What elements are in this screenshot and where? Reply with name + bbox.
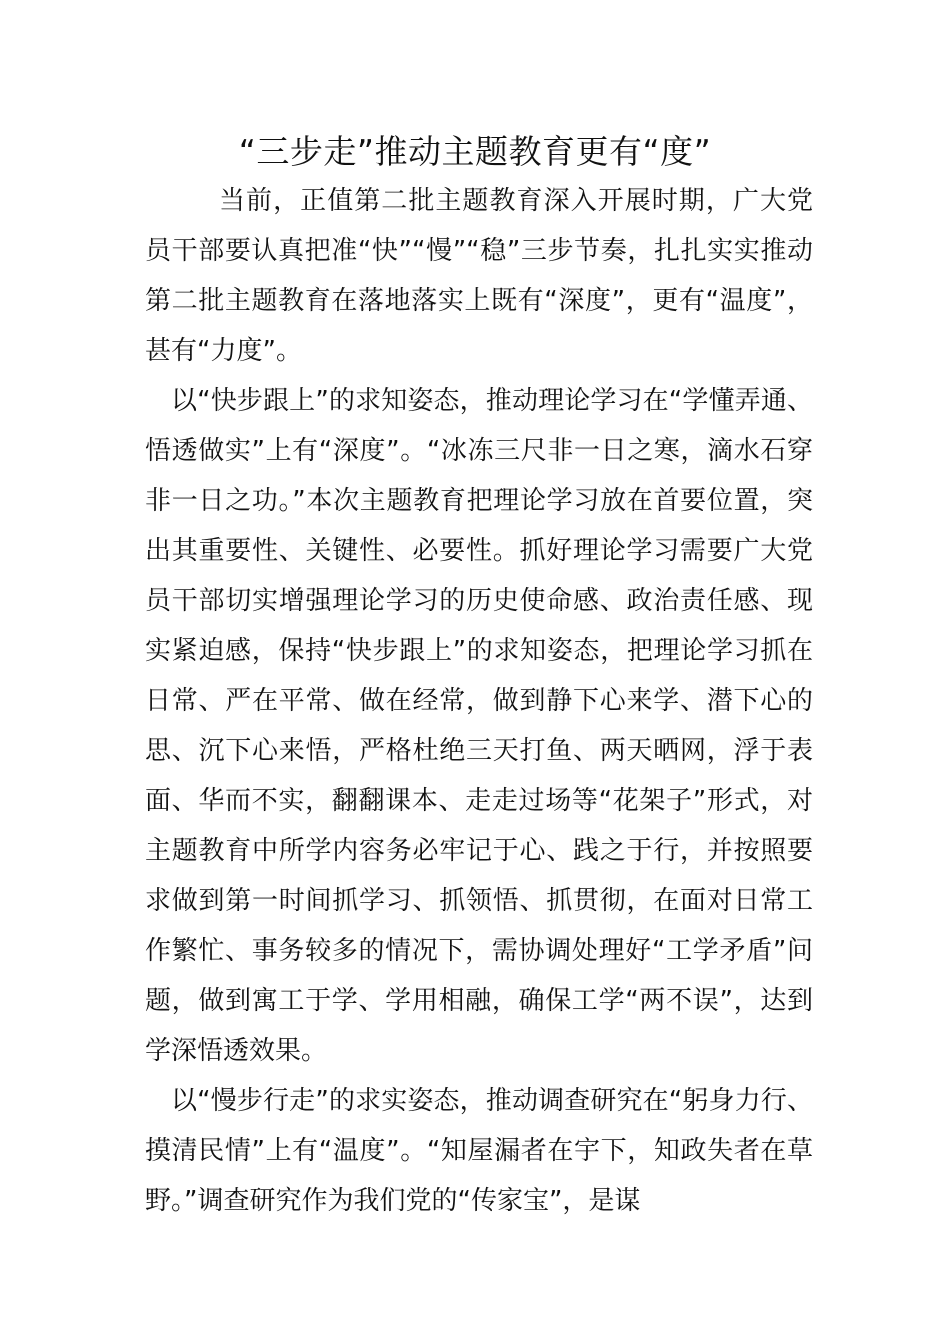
paragraph-intro: 当前，正值第二批主题教育深入开展时期，广大党员干部要认真把准“快”“慢”“稳”三步节奏，扎扎实实推动第二批主题教育在落地落实上既有“深度”，更有“温度”，甚有“力度”。 [145, 186, 813, 366]
paragraph-investigation: 以“慢步行走”的求实姿态，推动调查研究在“躬身力行、摸清民情”上有“温度”。“知屋漏者在宇下，知政失者在草野。”调查研究作为我们党的“传家宝”，是谋 [145, 1086, 813, 1216]
document-title: “三步走”推动主题教育更有“度” [238, 132, 712, 171]
document-body [145, 176, 813, 1226]
paragraph-theory-study: 以“快步跟上”的求知姿态，推动理论学习在“学懂弄通、悟透做实”上有“深度”。“冰冻三尺非一日之寒，滴水石穿非一日之功。”本次主题教育把理论学习放在首要位置，突出其重要性、关键性、必要性。抓好理论学习需要广大党员干部切实增强理论学习的历史使命感、政治责任感、现实紧迫感，保持“快步跟上”的求知姿态，把理论学习抓在日常、严在平常、做在经常，做到静下心来学、潜下心的思、沉下心来悟，严格杜绝三天打鱼、两天晒网，浮于表面、华而不实，翻翻课本、走走过场等“花架子”形式，对主题教育中所学内容务必牢记于心、践之于行，并按照要求做到第一时间抓学习、抓领悟、抓贯彻，在面对日常工作繁忙、事务较多的情况下，需协调处理好“工学矛盾”问题，做到寓工于学、学用相融，确保工学“两不误”，达到学深悟透效果。 [145, 386, 813, 1066]
